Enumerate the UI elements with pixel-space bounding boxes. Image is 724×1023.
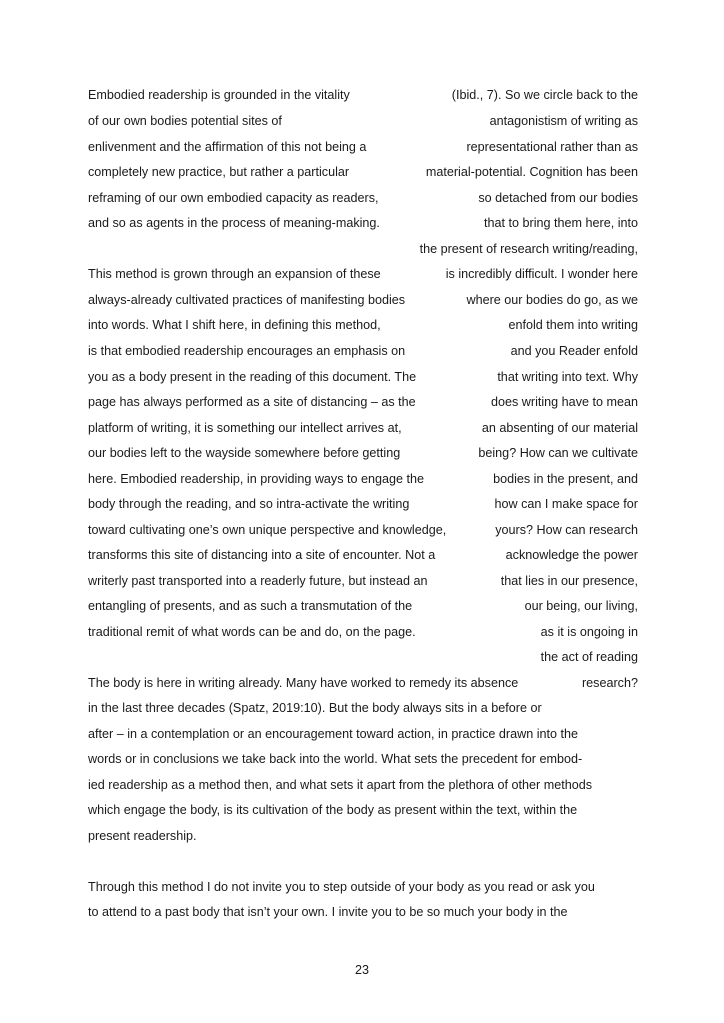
left-col-p2-line-10: body through the reading, and so intra-activate the writing xyxy=(88,497,410,511)
left-col-p1-line-5: reframing of our own embodied capacity as readers, xyxy=(88,191,379,205)
left-col-p2-line-8: our bodies left to the wayside somewhere before getting xyxy=(88,446,401,460)
right-col-line-18: yours? How can research xyxy=(495,523,638,537)
left-col-p2-line-12: transforms this site of distancing into a site of encounter. Not a xyxy=(88,548,436,562)
left-col-p2-line-9: here. Embodied readership, in providing ways to engage the xyxy=(88,472,425,486)
p3-line-3: after – in a contemplation or an encouragement toward action, in practice drawn into the xyxy=(88,727,579,741)
right-col-line-14: an absenting of our material xyxy=(481,421,638,435)
right-col-line-19: acknowledge the power xyxy=(505,548,638,562)
right-col-line-1: (Ibid., 7). So we circle back to the xyxy=(451,88,638,102)
right-col-line-13: does writing have to mean xyxy=(490,395,638,409)
right-col-line-11: and you Reader enfold xyxy=(510,344,638,358)
p3-line-1: The body is here in writing already. Many have worked to remedy its absence xyxy=(88,676,519,690)
right-col-line-22: as it is ongoing in xyxy=(540,625,638,639)
right-col-line-24: research? xyxy=(581,676,638,690)
left-col-p1-line-1: Embodied readership is grounded in the vitality xyxy=(88,88,350,102)
right-col-line-23: the act of reading xyxy=(540,650,638,664)
p4-line-2: to attend to a past body that isn’t your own. I invite you to be so much your body in the xyxy=(88,905,568,919)
left-col-p2-line-7: platform of writing, it is something our intellect arrives at, xyxy=(88,421,402,435)
right-col-line-4: material-potential. Cognition has been xyxy=(425,165,638,179)
p3-line-5: ied readership as a method then, and what sets it apart from the plethora of other methods xyxy=(88,778,593,792)
left-col-p2-line-14: entangling of presents, and as such a transmutation of the xyxy=(88,599,413,613)
left-col-p2-line-2: always-already cultivated practices of manifesting bodies xyxy=(88,293,406,307)
p3-line-7: present readership. xyxy=(88,829,197,843)
left-col-p1-line-2: of our own bodies potential sites of xyxy=(88,114,282,128)
right-col-line-17: how can I make space for xyxy=(494,497,638,511)
page-number: 23 xyxy=(354,963,369,977)
right-col-line-3: representational rather than as xyxy=(466,140,638,154)
right-col-line-10: enfold them into writing xyxy=(508,318,638,332)
right-col-line-16: bodies in the present, and xyxy=(493,472,638,486)
left-col-p2-line-6: page has always performed as a site of distancing – as the xyxy=(88,395,416,409)
right-col-line-9: where our bodies do go, as we xyxy=(466,293,638,307)
right-col-line-15: being? How can we cultivate xyxy=(478,446,638,460)
left-col-p1-line-6: and so as agents in the process of meaning-making. xyxy=(88,216,380,230)
left-col-p2-line-13: writerly past transported into a readerly future, but instead an xyxy=(88,574,428,588)
left-col-p1-line-3: enlivenment and the affirmation of this not being a xyxy=(88,140,367,154)
p4-line-1: Through this method I do not invite you to step outside of your body as you read or ask you xyxy=(88,880,595,894)
left-col-p2-line-15: traditional remit of what words can be and do, on the page. xyxy=(88,625,416,639)
right-col-line-7: the present of research writing/reading, xyxy=(419,242,638,256)
right-col-line-12: that writing into text. Why xyxy=(497,370,638,384)
right-col-line-6: that to bring them here, into xyxy=(483,216,638,230)
left-col-p2-line-11: toward cultivating one’s own unique perspective and knowledge, xyxy=(88,523,447,537)
right-col-line-8: is incredibly difficult. I wonder here xyxy=(445,267,638,281)
p3-line-4: words or in conclusions we take back into the world. What sets the precedent for embod- xyxy=(88,752,583,766)
right-col-line-20: that lies in our presence, xyxy=(500,574,638,588)
p3-line-6: which engage the body, is its cultivation of the body as present within the text, within the xyxy=(88,803,578,817)
left-col-p2-line-3: into words. What I shift here, in defining this method, xyxy=(88,318,381,332)
right-col-line-5: so detached from our bodies xyxy=(478,191,638,205)
left-col-p1-line-4: completely new practice, but rather a particular xyxy=(88,165,350,179)
p3-line-2: in the last three decades (Spatz, 2019:10). But the body always sits in a before or xyxy=(88,701,542,715)
left-col-p2-line-4: is that embodied readership encourages an emphasis on xyxy=(88,344,406,358)
left-col-p2-line-1: This method is grown through an expansion of these xyxy=(88,267,381,281)
left-col-p2-line-5: you as a body present in the reading of this document. The xyxy=(88,370,417,384)
right-col-line-21: our being, our living, xyxy=(524,599,638,613)
right-col-line-2: antagonistism of writing as xyxy=(489,114,638,128)
